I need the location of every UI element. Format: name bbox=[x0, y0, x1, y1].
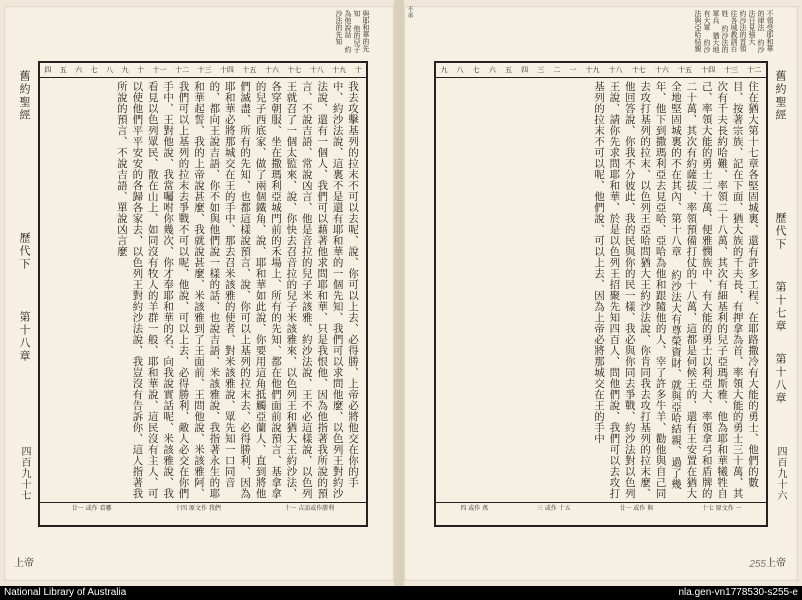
column-number: 二 bbox=[553, 66, 561, 74]
column-number: 七 bbox=[90, 66, 98, 74]
left-chapter: 第十八章 bbox=[18, 311, 31, 363]
column-number: 四 bbox=[521, 66, 529, 74]
footnote: 十四 原文作 我們 bbox=[175, 505, 221, 512]
footnote: 三 或作 十五 bbox=[536, 505, 571, 512]
column-number: 十三 bbox=[197, 66, 212, 74]
left-page-number: 四百九十七 bbox=[19, 446, 30, 501]
right-page bbox=[404, 6, 798, 581]
footnote: 廿一 或作 看哪 bbox=[71, 505, 112, 512]
credit-identifier: nla.gen-vn1778530-s255-e bbox=[678, 587, 798, 598]
book-gutter bbox=[394, 0, 404, 586]
right-text-frame bbox=[434, 61, 768, 527]
footnote: 廿一 或作 與 bbox=[619, 505, 654, 512]
column-number: 九 bbox=[121, 66, 129, 74]
column-number: 七 bbox=[472, 66, 480, 74]
right-running-head bbox=[768, 70, 788, 405]
column-number: 四 bbox=[44, 66, 52, 74]
column-number: 十九 bbox=[332, 66, 347, 74]
left-side-section: 歷代下 bbox=[18, 232, 31, 271]
left-bottom-tag: 上帝 bbox=[14, 558, 34, 569]
left-page bbox=[4, 6, 394, 581]
column-number: 九 bbox=[440, 66, 448, 74]
column-number: 十六 bbox=[264, 66, 279, 74]
column-number: 六 bbox=[488, 66, 496, 74]
right-chapter: 第十七章 bbox=[774, 281, 787, 333]
column-number: 五 bbox=[59, 66, 67, 74]
left-body-text: 我去攻擊基列的拉末不可以去呢、說、你可以上去、必得勝、上帝必將他交在你的手中、約沙法說、這裏不是還有耶和華的一個先知、我們可以求問他麼、以色列王對約沙法說、還有一個人、我們可以藉著他求問耶和華、只是我恨他、因為他指著我所說的預言、不說吉語、常說凶言、他是音拉的兒子米該雅、約沙法說、王不必這樣說、以色列王就召了一個太監來、說、你快去召音拉的兒子米該雅來、以色列王和猶大王約沙法、各穿朝服、坐在撒瑪利亞城門前的禾場上、所有的先知、都在他們面前說預言、基拿拿的兒子西底家、做了兩個鐵角、說、耶和華如此說、你要用這角抵觸亞蘭人、直到將他們滅盡、所有的先知、也都這樣說預言、說、你可以上基列的拉末去、必得勝利、因為耶和華必將那城交在王的手中、那去召米該雅的使者、對米該雅說、眾先知一口同音的、都向王說吉語、你不如與他們說一樣的話、也說吉語、米該雅說、我指著永生的耶和華起誓、我的上帝說甚麼、我就說甚麼、米該雅到了王面前、王問他說、米該雅阿、我們可以上基列的拉末去爭戰不可以呢、他說、可以上去、必得勝利、敵人必交在你們手中、王對他說、我當囑咐你幾次、你才奉耶和華的名、向我說實話呢、米該雅說、我看見以色列眾民、散在山上、如同沒有牧人的羊群一般、耶和華說、這民沒有主人、可以使他們平平安安的各歸各家去、以色列王對約沙法說、我豈沒有告訴你、這人指著我所說的預言、不說吉語、單說凶言麼 bbox=[115, 81, 359, 499]
column-number: 十四 bbox=[701, 66, 716, 74]
right-bottom-tag: 上帝 bbox=[766, 558, 786, 569]
column-number: 八 bbox=[106, 66, 114, 74]
left-text-frame bbox=[38, 61, 368, 527]
column-number: 十五 bbox=[242, 66, 257, 74]
footnote: 十一 吉語或作勝利 bbox=[284, 505, 335, 512]
left-top-notes: 與耶和華的先知 他的兒子為他說話 約沙法的先知 bbox=[335, 10, 370, 53]
footnote: 四 或作 萬 bbox=[460, 505, 489, 512]
left-column-numbers bbox=[40, 63, 366, 78]
right-column-numbers bbox=[436, 63, 766, 78]
right-page-number: 四百九十六 bbox=[775, 446, 786, 501]
left-footnotes bbox=[40, 502, 366, 525]
left-side-title: 舊約聖經 bbox=[18, 70, 31, 122]
column-number: 十七 bbox=[287, 66, 302, 74]
pencil-page-note: 255 bbox=[749, 559, 766, 570]
right-side-section: 歷代下 bbox=[774, 212, 787, 251]
column-number: 十 bbox=[354, 66, 362, 74]
left-running-head bbox=[12, 70, 32, 363]
column-number: 十六 bbox=[654, 66, 669, 74]
column-number: 十一 bbox=[152, 66, 167, 74]
column-number: 三 bbox=[537, 66, 545, 74]
credit-bar bbox=[0, 586, 802, 600]
column-number: 十二 bbox=[747, 66, 762, 74]
column-number: 五 bbox=[504, 66, 512, 74]
column-number: 十四 bbox=[219, 66, 234, 74]
column-number: 十二 bbox=[174, 66, 189, 74]
right-body-text: 住在猶大第十七章各堅固城裏、還有許多工程、在耶路撒冷有大能的勇士、他們的數目、按著宗族、記在下面、猶大族的千夫長、有押拿為首、率領大能的勇士三十萬、其次有千夫長約哈難、率領二十八萬、其次有細基利的兒子亞瑪斯雅、他為耶和華犧牲自己、率領大能的勇士二十萬、便雅憫族中、有大能的勇士以利亞大、率領拿弓和盾牌的二十萬、其次有約薩拔、率領預備打仗的十八萬、這都是伺候王的、還有王安置在猶大全地堅固城裏的不在其內、第十八章 約沙法大有尊榮資財、就與亞哈結親、過了幾年、他下到撒瑪利亞去見亞哈、亞哈為他和跟隨他的人、宰了許多牛羊、勸他與自己同去攻打基列的拉末、以色列王亞哈問猶大王約沙法說、你肯同我去攻打基列的拉末麼、他回答說、你我不分彼此、我的民與你的民一樣、我必與你同去爭戰、約沙法對以色列王說、請你先求問耶和華、於是以色列王招聚先知四百人、問他們說、我們可以去攻打基列的拉末不可以呢、他們說、可以上去、因為上帝必將那城交在王的手中 bbox=[592, 81, 759, 499]
right-side-title: 舊約聖經 bbox=[774, 70, 787, 122]
right-footnotes bbox=[436, 502, 766, 525]
footnote: 十七 原文作 一 bbox=[701, 505, 742, 512]
column-number: 十九 bbox=[585, 66, 600, 74]
credit-library: National Library of Australia bbox=[4, 587, 127, 598]
column-number: 八 bbox=[456, 66, 464, 74]
column-number: 十八 bbox=[608, 66, 623, 74]
column-number: 十八 bbox=[309, 66, 324, 74]
column-number: 十五 bbox=[677, 66, 692, 74]
column-number: 一 bbox=[569, 66, 577, 74]
column-number: 十七 bbox=[631, 66, 646, 74]
column-number: 六 bbox=[75, 66, 83, 74]
right-margin-note: 不承 bbox=[406, 6, 413, 18]
right-top-notes: 不領受耶和華的律法 約沙法日見強大 約沙法的首領往各城教訓百姓 約沙法的軍兵 猶大地有大軍 約沙法與亞哈結親 bbox=[694, 10, 774, 53]
column-number: 十三 bbox=[724, 66, 739, 74]
right-chapter-alt: 第十八章 bbox=[774, 353, 787, 405]
column-number: 十 bbox=[137, 66, 145, 74]
